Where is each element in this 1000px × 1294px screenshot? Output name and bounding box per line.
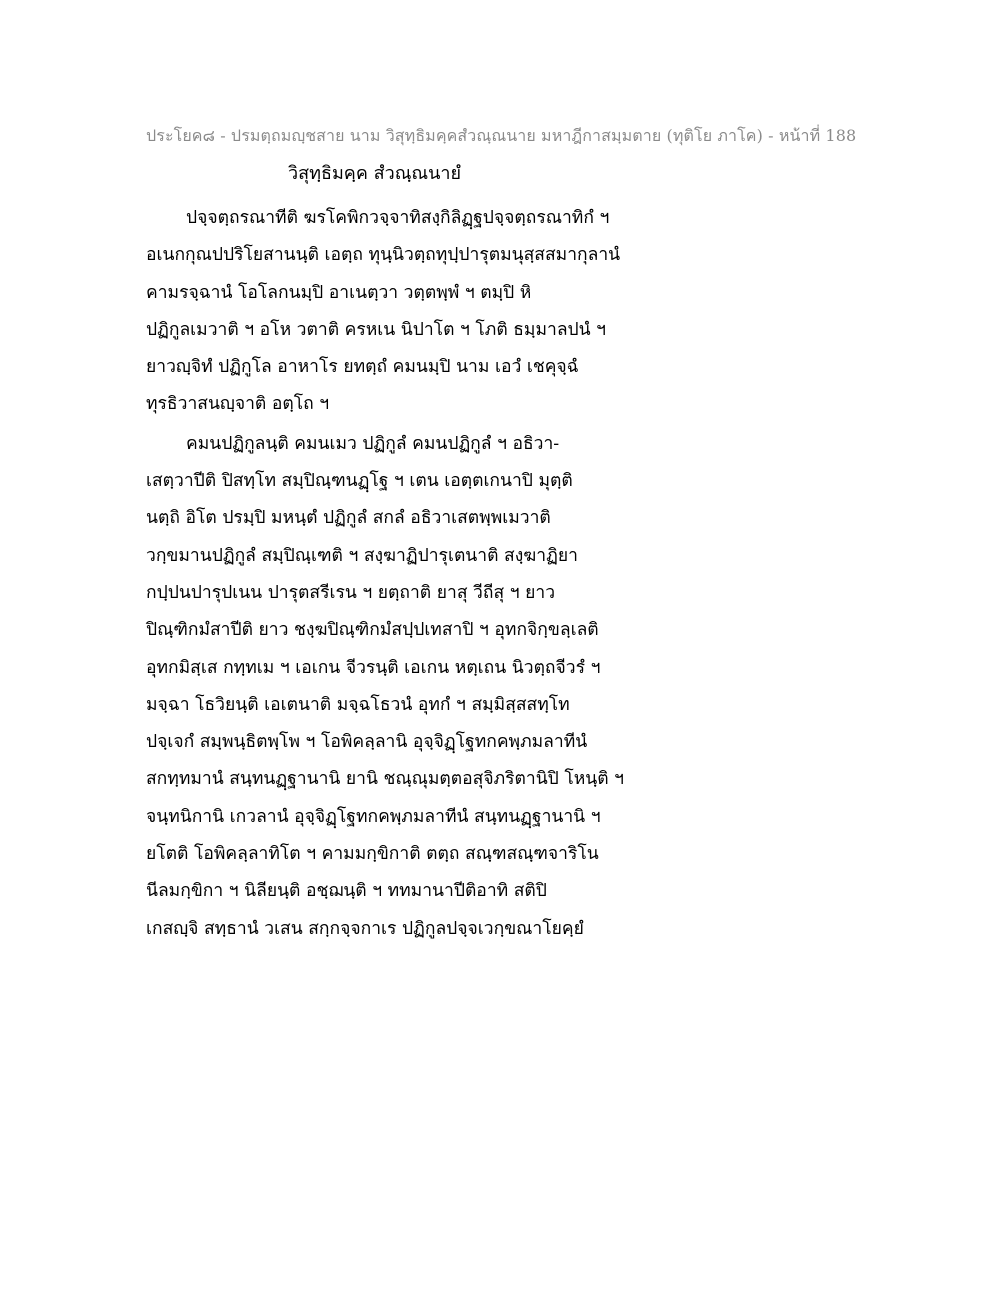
text-line: อุทกมิสฺเส กทฺทเม ฯ เอเกน จีวรนฺติ เอเกน หตฺเถน นิวตฺถจีวรํ ฯ (146, 657, 601, 678)
text-line: ยโตติ โอพิคลฺลาทิโต ฯ คามมกฺขิกาติ ตตฺถ สณฺฑสณฺฑจาริโน (146, 844, 599, 865)
text-line: วกฺขมานปฏิกูลํ สมฺปิณฺเฑติ ฯ สงฺฆาฏิปารุเตนาติ สงฺฆาฏิยา (146, 545, 578, 566)
text-line: มจฺฉา โธวิยนฺติ เอเตนาติ มจฺฉโธวนํ อุทกํ ฯ สมฺมิสฺสสทฺโท (146, 694, 570, 715)
text-line: คามรจฺฉานํ โอโลกนมฺปิ อาเนตฺวา วตฺตพฺพํ ฯ ตมฺปิ หิ (146, 282, 532, 303)
text-line: คมนปฏิกูลนฺติ คมนเมว ปฏิกูลํ คมนปฏิกูลํ ฯ อธิวา- (186, 433, 560, 454)
text-line: ปจฺเจกํ สมฺพนฺธิตพฺโพ ฯ โอพิคลฺลานิ อุจฺจิฏฺโฐทกคพฺภมลาทีนํ (146, 732, 588, 753)
text-line: นีลมกฺขิกา ฯ นิลียนฺติ อชฺฌนฺติ ฯ ททมานาปีติอาทิ สติปิ (146, 881, 547, 902)
running-header: ประโยค๘ - ปรมตฺถมญฺชสาย นาม วิสุทฺธิมคฺคสํวณฺณนาย มหาฎีกาสมฺมตาย (ทุติโย ภาโค) - หน้าที่ 188 (146, 126, 857, 145)
text-line: ยาวญฺจิทํ ปฏิกูโล อาหาโร ยทตฺถํ คมนมฺปิ นาม เอวํ เชคุจฺฉํ (146, 357, 579, 378)
text-line: ปจฺจตฺถรณาทีติ ฆรโคพิกวจฺจาทิสงฺกิลิฏฺฐปจฺจตฺถรณาทิกํ ฯ (186, 208, 610, 228)
section-title: วิสุทฺธิมคฺค สํวณฺณนายํ (288, 163, 462, 184)
text-line: สกทฺทมานํ สนฺทนฏฺฐานานิ ยานิ ชณฺณุมตฺตอสุจิภริตานิปิ โหนฺติ ฯ (146, 769, 625, 790)
text-line: ทุรธิวาสนญฺจาติ อตฺโถ ฯ (146, 394, 330, 415)
text-line: อเนกกุณปปริโยสานนฺติ เอตฺถ ทุนฺนิวตฺถทุปฺปารุตมนุสฺสสมากุลานํ (146, 245, 621, 266)
text-line: เสตฺวาปีติ ปิสทฺโท สมฺปิณฺฑนฏฺโฐ ฯ เตน เอตฺตเกนาปิ มุตฺติ (146, 471, 573, 492)
text-line: ปิณฺฑิกมํสาปีติ ยาว ชงฺฆปิณฺฑิกมํสปฺปเทสาปิ ฯ อุทกจิกฺขลฺเลติ (146, 620, 599, 641)
text-line: จนฺทนิกานิ เกวลานํ อุจฺจิฏฺโฐทกคพฺภมลาทีนํ สนฺทนฏฺฐานานิ ฯ (146, 806, 601, 827)
text-line: กปฺปนปารุปเนน ปารุตสรีเรน ฯ ยตฺถาติ ยาสุ วีถีสุ ฯ ยาว (146, 582, 556, 603)
body-text (146, 200, 966, 948)
text-line: เกสญฺจิ สทฺธานํ วเสน สกฺกจฺจกาเร ปฏิกูลปจฺจเวกฺขณาโยคฺยํ (146, 918, 584, 939)
text-line: นตฺถิ อิโต ปรมฺปิ มหนฺตํ ปฏิกูลํ สกลํ อธิวาเสตพฺพเมวาติ (146, 508, 551, 529)
text-line: ปฏิกูลเมวาติ ฯ อโห วตาติ ครหเน นิปาโต ฯ โภติ ธมฺมาลปนํ ฯ (146, 319, 607, 340)
